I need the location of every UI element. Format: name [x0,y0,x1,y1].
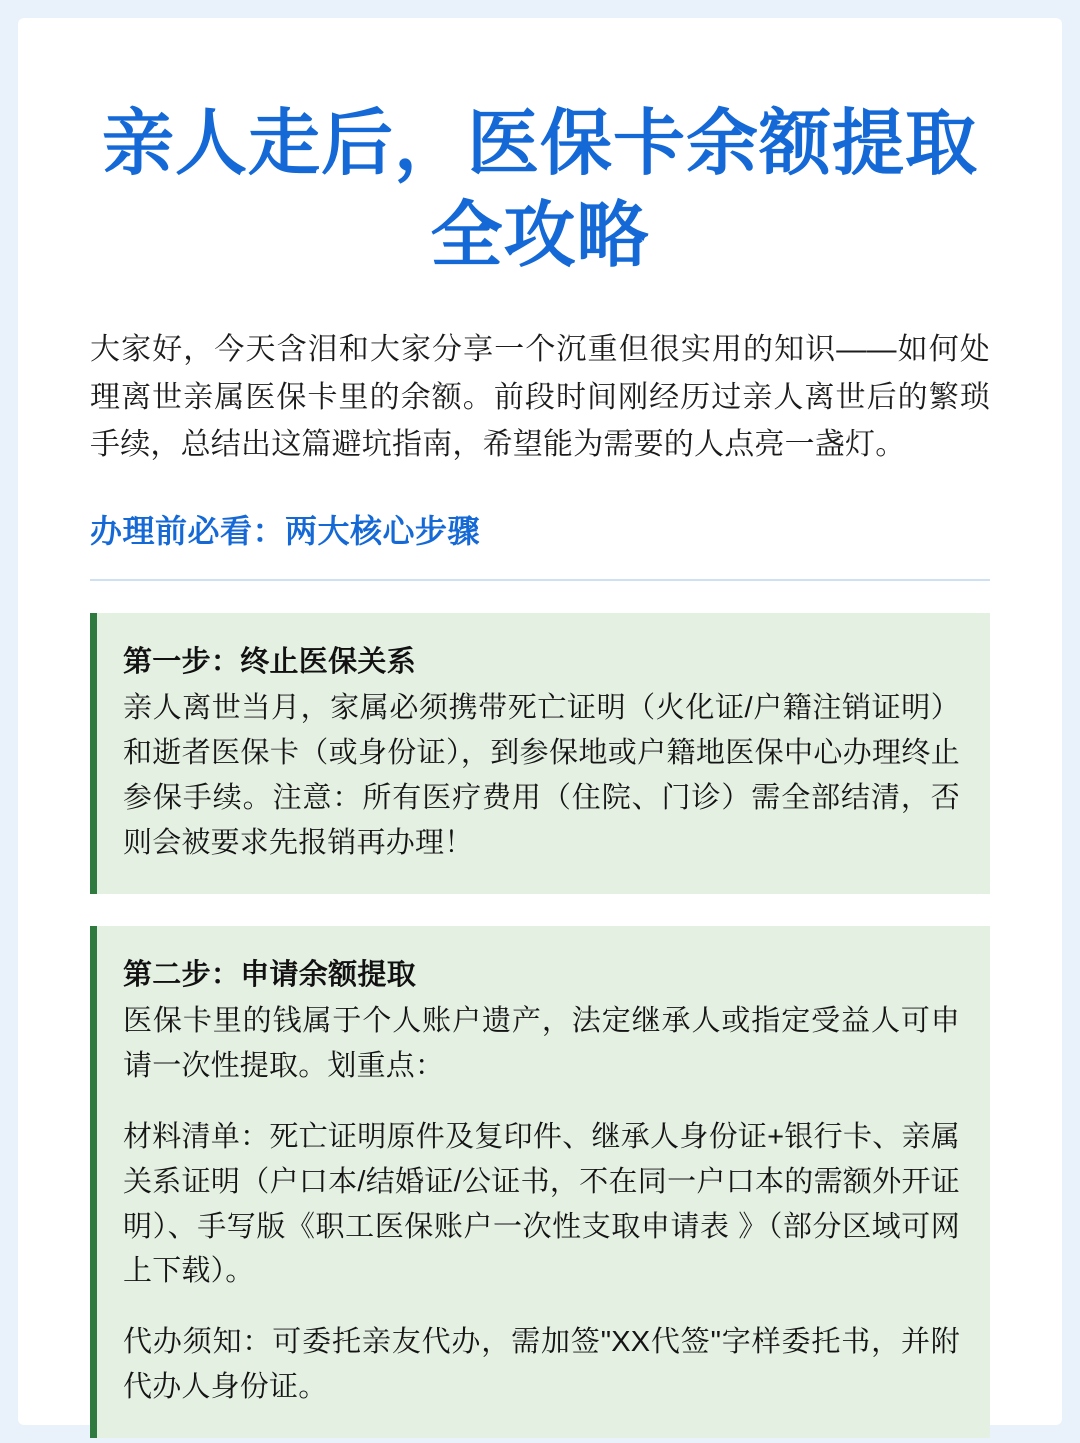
step-2-paragraph-3: 代办须知：可委托亲友代办，需加签"XX代签"字样委托书，并附代办人身份证。 [123,1326,960,1404]
article-card [18,18,1062,1425]
step-card-2 [90,926,990,1439]
step-1-title: 第一步：终止医保关系 [123,646,417,679]
step-2-paragraph-1: 医保卡里的钱属于个人账户遗产，法定继承人或指定受益人可申请一次性提取。划重点： [123,1004,960,1082]
section-heading: 办理前必看：两大核心步骤 [90,513,481,550]
page-title: 亲人走后，医保卡余额提取全攻略 [101,104,978,277]
article-content [18,18,1062,1438]
step-1-paragraph-1: 亲人离世当月，家属必须携带死亡证明（火化证/户籍注销证明）和逝者医保卡（或身份证），到参保地或户籍地医保中心办理终止参保手续。注意：所有医疗费用（住院、门诊）需全部结清，否则会被要求先报销再办理！ [123,692,960,859]
intro-paragraph: 大家好，今天含泪和大家分享一个沉重但很实用的知识——如何处理离世亲属医保卡里的余额。前段时间刚经历过亲人离世后的繁琐手续，总结出这篇避坑指南，希望能为需要的人点亮一盏灯。 [90,333,990,462]
step-2-paragraph-2: 材料清单：死亡证明原件及复印件、继承人身份证+银行卡、亲属关系证明（户口本/结婚证/公证书，不在同一户口本的需额外开证明）、手写版《职工医保账户一次性支取申请表 》（部分区域可网上下载）。 [123,1120,960,1288]
step-card-1 [90,613,990,894]
step-2-title: 第二步：申请余额提取 [123,958,417,991]
heading-divider [90,579,990,581]
